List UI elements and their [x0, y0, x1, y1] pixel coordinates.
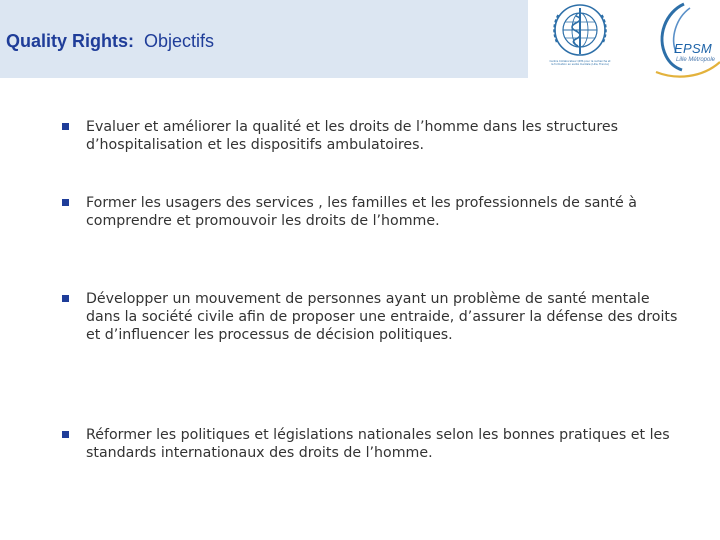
epsm-logo-icon	[626, 0, 720, 80]
list-item	[62, 290, 682, 344]
square-bullet-icon	[62, 199, 69, 206]
slide-title	[6, 31, 214, 52]
list-item-text: Evaluer et améliorer la qualité et les droits de l’homme dans les structures d’hospitalisation et les dispositifs ambulatoires.	[86, 119, 618, 153]
epsm-name: EPSM	[674, 41, 713, 56]
who-caption: Centre Collaborateur OMS pour la recherche et la formation en santé mentale (Lille, France)	[549, 60, 611, 67]
title-strong: Quality Rights:	[6, 31, 135, 51]
list-item-text: Former les usagers des services , les familles et les professionnels de santé à comprendre et promouvoir les droits de l’homme.	[86, 195, 637, 229]
square-bullet-icon	[62, 295, 69, 302]
list-item	[62, 194, 682, 230]
list-item	[62, 118, 682, 154]
list-item	[62, 426, 682, 462]
square-bullet-icon	[62, 123, 69, 130]
epsm-subtitle: Lille Métropole	[676, 57, 716, 63]
title-light: Objectifs	[144, 31, 215, 51]
list-item-text: Réformer les politiques et législations nationales selon les bonnes pratiques et les standards internationaux des droits de l’homme.	[86, 427, 670, 461]
square-bullet-icon	[62, 431, 69, 438]
list-item-text: Développer un mouvement de personnes ayant un problème de santé mentale dans la société civile afin de proposer une entraide, d’assurer la défense des droits et d’influencer les processus de décision politiques.	[86, 291, 678, 343]
